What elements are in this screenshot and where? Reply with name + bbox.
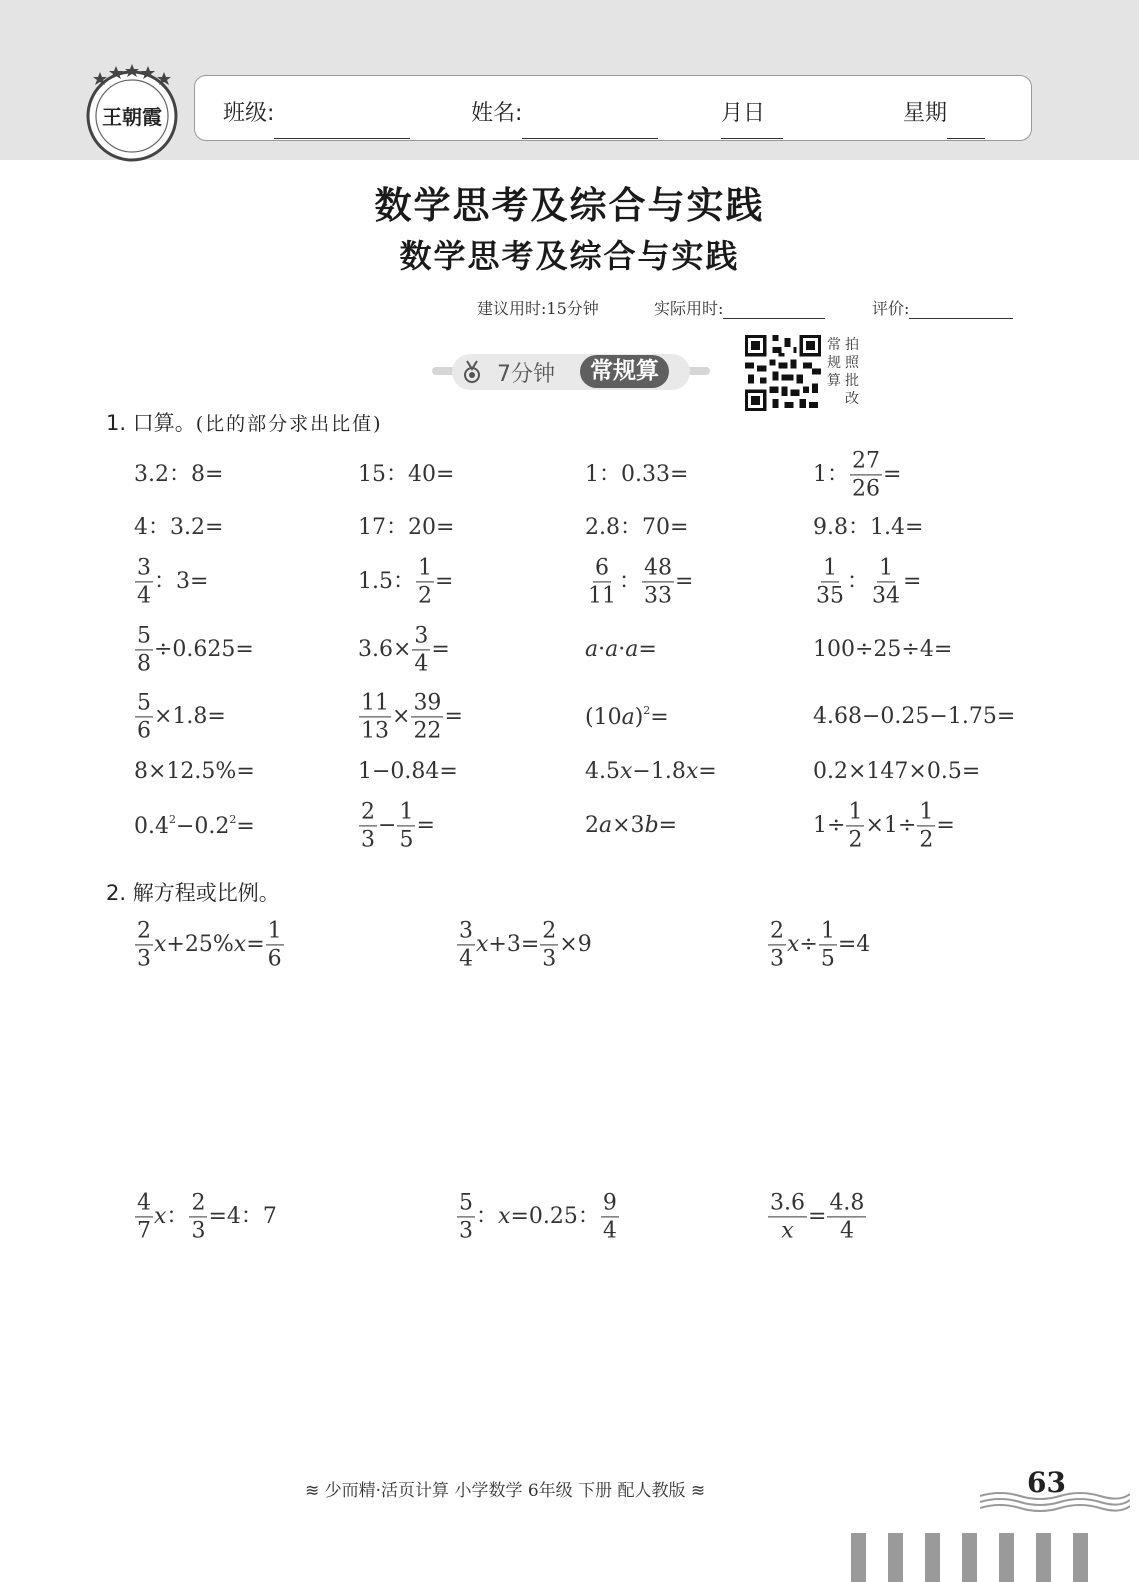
edge-tab	[888, 1533, 903, 1582]
footer-text: ≋ 少而精·活页计算 小学数学 6年级 下册 配人教版 ≋	[305, 1481, 706, 1501]
equation-item: $\frac{3}{4}$ x+3= $\frac{2}{3}$ ×9	[459, 918, 592, 972]
oral-calc-item: 1：0.33=	[585, 462, 689, 487]
oral-calc-item: $\frac{11}{13}$ × $\frac{39}{22}$ =	[361, 690, 463, 744]
equation-item: $\frac{2}{3}$ x÷ $\frac{1}{5}$ =4	[770, 918, 871, 972]
qr-label-col1: 常规算	[827, 337, 841, 389]
edge-tab	[851, 1533, 866, 1582]
edge-tab	[962, 1533, 977, 1582]
oral-calc-item: 100÷25÷4=	[813, 637, 953, 662]
name-field[interactable]: 姓名:	[471, 96, 522, 127]
oral-calc-item: $\frac{6}{11}$ ： $\frac{48}{33}$ =	[588, 555, 694, 609]
evaluation-field[interactable]: 评价:	[872, 296, 1013, 319]
badge-minutes: 7分钟	[497, 362, 555, 387]
oral-calc-item: $\frac{2}{3}$ − $\frac{1}{5}$ =	[361, 799, 435, 853]
equation-item: $\frac{4}{7}$ x： $\frac{2}{3}$ =4：7	[137, 1190, 277, 1244]
oral-calc-item: 3.6× $\frac{3}{4}$ =	[358, 623, 450, 677]
badge-tag: 常规算	[580, 355, 669, 388]
oral-calc-item: 2.8：70=	[585, 515, 689, 540]
date-field[interactable]: 月 日	[721, 96, 765, 127]
weekday-field[interactable]: 星期	[903, 96, 947, 127]
qr-code-icon[interactable]	[745, 335, 821, 411]
oral-calc-item: 1÷ $\frac{1}{2}$ ×1÷ $\frac{1}{2}$ =	[813, 799, 955, 853]
section-1-heading: 1. 口算。(比的部分求出比值)	[106, 411, 383, 435]
page-title: 数学思考及综合与实践	[374, 184, 765, 227]
class-field[interactable]: 班级:	[223, 96, 274, 127]
oral-calc-item: 15：40=	[358, 462, 455, 487]
oral-calc-item: 1−0.84=	[358, 759, 458, 784]
oral-calc-item: 1： $\frac{27}{26}$ =	[813, 448, 902, 502]
student-info-box	[194, 75, 1032, 141]
suggested-time: 建议用时:15分钟	[477, 299, 599, 318]
section-2-heading: 2. 解方程或比例。	[106, 881, 280, 905]
oral-calc-item: 9.8：1.4=	[813, 515, 924, 540]
page-subtitle: 数学思考及综合与实践	[399, 237, 740, 275]
oral-calc-item: 4.5x−1.8x=	[585, 759, 717, 784]
oral-calc-item: 17：20=	[358, 515, 455, 540]
actual-time-field[interactable]: 实际用时:	[654, 296, 825, 319]
oral-calc-item: $0.4^2-0.2^2=$	[134, 813, 255, 839]
oral-calc-item: $\frac{5}{8}$ ÷0.625=	[137, 623, 254, 677]
oral-calc-item: 4.68−0.25−1.75=	[813, 704, 1016, 729]
equation-item: $\frac{2}{3}$ x+25%x= $\frac{1}{6}$	[137, 918, 282, 972]
logo-text: 王朝霞	[102, 105, 162, 129]
qr-label-col2: 拍照批改	[845, 337, 859, 407]
medal-icon	[461, 360, 483, 384]
page-number: 63	[1027, 1466, 1066, 1499]
oral-calc-item: 4：3.2=	[134, 515, 224, 540]
brand-logo	[82, 62, 182, 162]
edge-tab	[1036, 1533, 1051, 1582]
edge-tab	[999, 1533, 1014, 1582]
edge-tab	[925, 1533, 940, 1582]
oral-calc-item: $(10a)^2=$	[585, 704, 669, 730]
section-1-note: (比的部分求出比值)	[195, 413, 383, 435]
oral-calc-item: a·a·a=	[585, 637, 657, 662]
equation-item: $\frac{5}{3}$ ：x=0.25： $\frac{9}{4}$	[459, 1190, 617, 1244]
oral-calc-item: 1.5： $\frac{1}{2}$ =	[358, 555, 454, 609]
oral-calc-item: 3.2：8=	[134, 462, 224, 487]
oral-calc-item: 2a×3b=	[585, 813, 678, 838]
oral-calc-item: $\frac{3}{4}$ ：3=	[137, 555, 209, 609]
equation-item: $\frac{3.6}{x}$ = $\frac{4.8}{4}$	[770, 1190, 865, 1244]
oral-calc-item: $\frac{5}{6}$ ×1.8=	[137, 690, 226, 744]
oral-calc-item: 0.2×147×0.5=	[813, 759, 981, 784]
oral-calc-item: $\frac{1}{35}$ ： $\frac{1}{34}$ =	[816, 555, 922, 609]
edge-tab	[1073, 1533, 1088, 1582]
oral-calc-item: 8×12.5%=	[134, 759, 255, 784]
